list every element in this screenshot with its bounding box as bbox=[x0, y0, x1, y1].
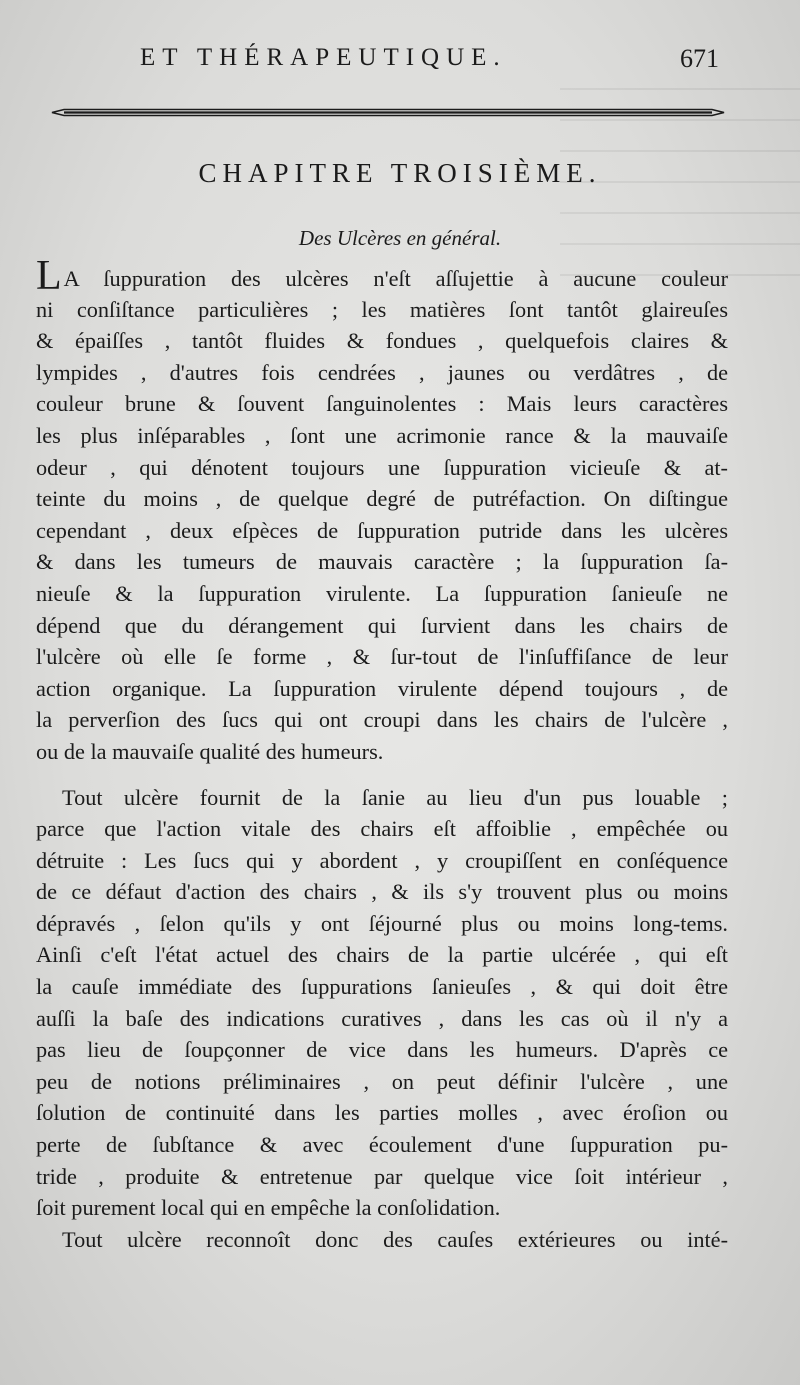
text-line: la cauſe immédiate des ſuppurations ſanieuſes , & qui doit être bbox=[36, 974, 728, 1000]
text-line: de ce défaut d'action des chairs , & ils s'y trouvent plus ou moins bbox=[36, 879, 728, 905]
text-line: nieuſe & la ſuppuration virulente. La ſuppuration ſanieuſe ne bbox=[36, 580, 728, 606]
section-title: Des Ulcères en général. bbox=[298, 226, 502, 250]
header-rule bbox=[50, 108, 726, 117]
text-line: cependant , deux eſpèces de ſuppuration putride dans les ulcères bbox=[36, 517, 728, 543]
text-line: couleur brune & ſouvent ſanguinolentes : Mais leurs caractères bbox=[36, 391, 728, 417]
text-line: dépravés , ſelon qu'ils y ont ſéjourné plus ou moins long-tems. bbox=[36, 910, 728, 936]
drop-cap: L bbox=[36, 253, 62, 299]
text-line: LA ſuppuration des ulcères n'eſt aſſujettie à aucune couleur bbox=[36, 253, 728, 299]
text-line: dépend que du dérangement qui ſurvient dans les chairs de bbox=[36, 612, 728, 638]
text-line: Tout ulcère fournit de la ſanie au lieu d'un pus louable ; bbox=[62, 784, 728, 810]
text-line: détruite : Les ſucs qui y abordent , y croupiſſent en conſéquence bbox=[36, 847, 728, 873]
text-line: ou de la mauvaiſe qualité des humeurs. bbox=[36, 738, 384, 764]
text-line: l'ulcère où elle ſe forme , & ſur-tout de l'inſuffiſance de leur bbox=[36, 644, 728, 670]
text-line: & dans les tumeurs de mauvais caractère ; la ſuppuration ſa- bbox=[36, 549, 728, 575]
page-number: 671 bbox=[680, 44, 719, 73]
chapter-title: CHAPITRE TROISIÈME. bbox=[198, 158, 602, 188]
body-text bbox=[36, 253, 728, 1255]
text-line: perte de ſubſtance & avec écoulement d'une ſuppuration pu- bbox=[36, 1132, 728, 1158]
text-line: les plus inſéparables , ſont une acrimonie rance & la mauvaiſe bbox=[36, 422, 728, 448]
text-line: ſolution de continuité dans les parties molles , avec éroſion ou bbox=[36, 1100, 728, 1126]
text-line: action organique. La ſuppuration virulente dépend toujours , de bbox=[36, 675, 728, 701]
text-line: la perverſion des ſucs qui ont croupi dans les chairs de l'ulcère , bbox=[36, 707, 728, 733]
text-line: parce que l'action vitale des chairs eſt affoiblie , empêchée ou bbox=[36, 816, 728, 842]
text-line: pas lieu de ſoupçonner de vice dans les humeurs. D'après ce bbox=[36, 1037, 728, 1063]
text-line: auſſi la baſe des indications curatives , dans les cas où il n'y a bbox=[36, 1005, 728, 1031]
text-line: peu de notions préliminaires , on peut définir l'ulcère , une bbox=[36, 1068, 728, 1094]
text-line: tride , produite & entretenue par quelque vice ſoit intérieur , bbox=[36, 1163, 728, 1189]
running-header: ET THÉRAPEUTIQUE. bbox=[140, 44, 507, 71]
text-line: odeur , qui dénotent toujours une ſuppuration vicieuſe & at- bbox=[36, 454, 728, 480]
text-line: & épaiſſes , tantôt fluides & fondues , quelquefois claires & bbox=[36, 328, 728, 354]
text-line: teinte du moins , de quelque degré de putréfaction. On diſtingue bbox=[36, 486, 728, 512]
text-line: ni conſiſtance particulières ; les matières ſont tantôt glaireuſes bbox=[36, 296, 728, 322]
text-line: lympides , d'autres fois cendrées , jaunes ou verdâtres , de bbox=[36, 359, 728, 385]
paragraph-gap bbox=[36, 768, 728, 782]
text-line: Ainſi c'eſt l'état actuel des chairs de la partie ulcérée , qui eſt bbox=[36, 942, 728, 968]
text-line: ſoit purement local qui en empêche la conſolidation. bbox=[36, 1195, 501, 1221]
text-line: Tout ulcère reconnoît donc des cauſes extérieures ou inté- bbox=[62, 1226, 728, 1252]
